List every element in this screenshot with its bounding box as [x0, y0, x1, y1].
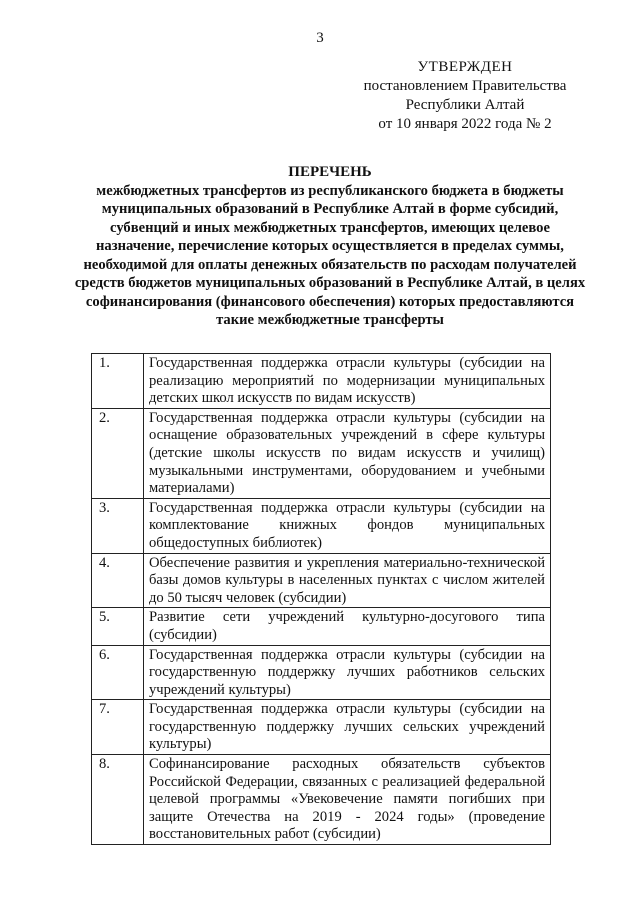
row-text: Обеспечение развития и укрепления материально-технической базы домов культуры в населенных пунктах с числом жителей до 50 тысяч человек (субсидии) — [144, 553, 551, 608]
row-text: Государственная поддержка отрасли культуры (субсидии на реализацию мероприятий по модернизации муниципальных детских школ искусств по видам искусств) — [144, 354, 551, 409]
row-text: Государственная поддержка отрасли культуры (субсидии на комплектование книжных фондов муниципальных общедоступных библиотек) — [144, 498, 551, 553]
title-heading: ПЕРЕЧЕНЬ — [288, 164, 372, 180]
row-number: 5. — [92, 608, 144, 645]
row-text: Государственная поддержка отрасли культуры (субсидии на государственную поддержку лучших работников сельских учреждений культуры) — [144, 645, 551, 700]
table-row — [92, 354, 551, 409]
row-text: Государственная поддержка отрасли культуры (субсидии на оснащение образовательных учреждений в сфере культуры (детские школы искусств по видам искусств и училищ) музыкальными инструментами, оборудованием и учебными материалами) — [144, 408, 551, 498]
approval-line-2: Республики Алтай — [405, 97, 525, 113]
table-row — [92, 608, 551, 645]
row-number: 1. — [92, 354, 144, 409]
row-text: Государственная поддержка отрасли культуры (субсидии на государственную поддержку лучших сельских учреждений культуры) — [144, 700, 551, 755]
approval-heading: УТВЕРЖДЕН — [417, 59, 513, 75]
table-row — [92, 755, 551, 845]
table-row — [92, 408, 551, 498]
row-number: 4. — [92, 553, 144, 608]
table-row — [92, 498, 551, 553]
table-row — [92, 553, 551, 608]
table-row — [92, 700, 551, 755]
page-number: 3 — [316, 30, 324, 46]
row-number: 8. — [92, 755, 144, 845]
approval-block — [355, 58, 575, 134]
row-text: Софинансирование расходных обязательств субъектов Российской Федерации, связанных с реализацией федеральной целевой программы «Увековечение памяти погибших при защите Отечества на 2019 - 2024 годы» (проведение восстановительных работ (субсидии) — [144, 755, 551, 845]
row-number: 6. — [92, 645, 144, 700]
transfers-table — [91, 353, 551, 845]
title-body: межбюджетных трансфертов из республиканского бюджета в бюджеты муниципальных образований в Республике Алтай в форме субсидий, субвенций и иных межбюджетных трансфертов, имеющих целевое назначение, перечисление которых осуществляется в пределах суммы, необходимой для оплаты денежных обязательств по расходам получателей средств бюджетов муниципальных образований в Республике Алтай, в целях софинансирования (финансового обеспечения) которых предоставляются такие межбюджетные трансферты — [74, 182, 586, 328]
row-text: Развитие сети учреждений культурно-досугового типа (субсидии) — [144, 608, 551, 645]
approval-line-1: постановлением Правительства — [363, 78, 567, 94]
row-number: 3. — [92, 498, 144, 553]
document-title — [70, 163, 590, 330]
row-number: 7. — [92, 700, 144, 755]
row-number: 2. — [92, 408, 144, 498]
approval-line-3: от 10 января 2022 года № 2 — [378, 116, 552, 132]
table-row — [92, 645, 551, 700]
